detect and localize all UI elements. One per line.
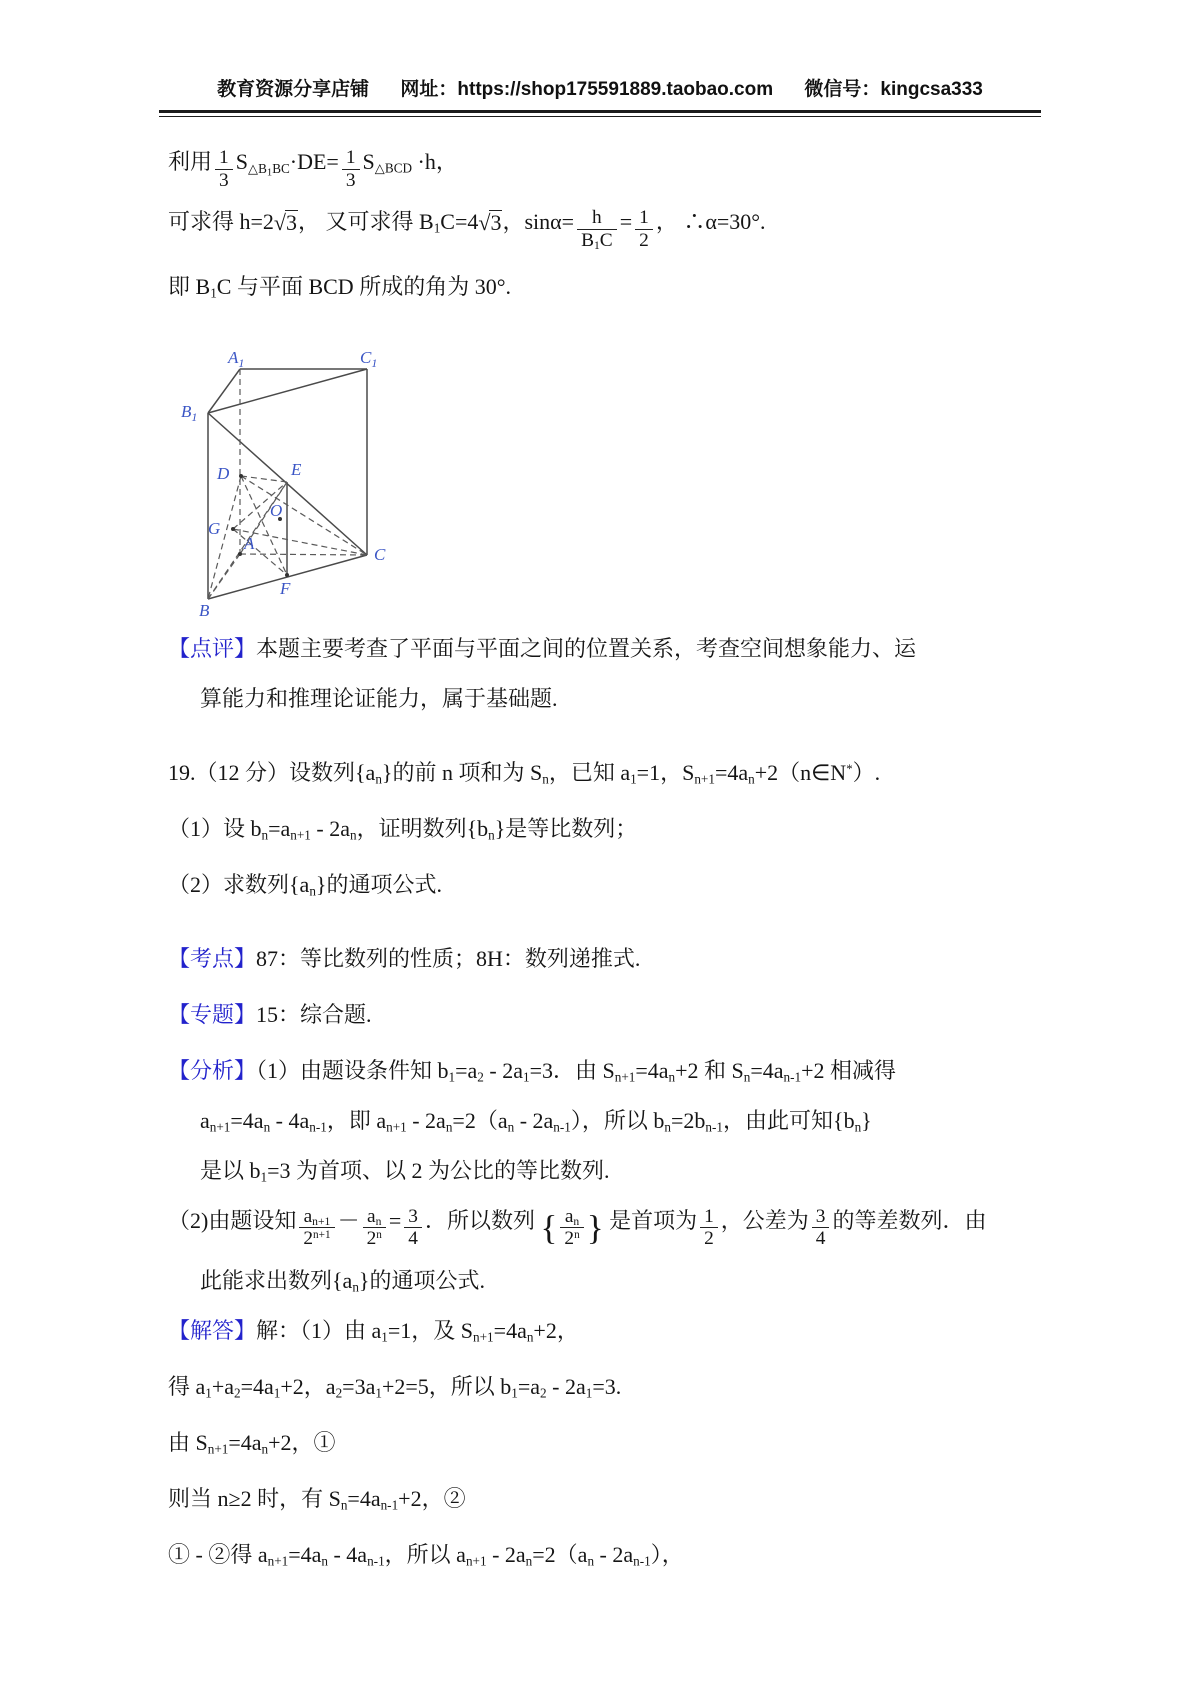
line-sol-1: 得 $a_1+a_2=4a_1+2$，$a_2=3a_1+2=5$，所以 $b_1=a_2 - 2a_1=3$. <box>168 1374 622 1401</box>
figure-label-O: O <box>270 500 283 520</box>
line-kaodian: 【考点】87：等比数列的性质；8H：数列递推式. <box>168 945 641 971</box>
header-wechat-id: 微信号：kingcsa333 <box>804 79 983 100</box>
line-comment-1: 【点评】本题主要考查了平面与平面之间的位置关系，考查空间想象能力、运 <box>168 635 917 661</box>
document-content <box>0 147 1200 1570</box>
figure-label-G: G <box>208 518 221 538</box>
figure-label-A: A <box>244 533 255 553</box>
solution-text-bottom <box>168 634 1050 1570</box>
figure-label-A1: $A_1$ <box>228 347 245 370</box>
section-tag: 【专题】 <box>168 1001 257 1027</box>
line-jieda: 【解答】解：（1）由 $a_1=1$，及 $S_{n+1}=4a_n+2$， <box>168 1318 579 1345</box>
section-tag: 【点评】 <box>168 635 257 661</box>
line-zhuanti: 【专题】15：综合题. <box>168 1001 372 1027</box>
figure-label-C: C <box>374 544 386 564</box>
line-problem-19-q1: （1）设 $b_n=a_{n+1} - 2a_n$，证明数列$\{b_n\}$是等比数列； <box>168 815 638 842</box>
solution-text-top <box>168 147 1050 302</box>
line-sol-2: 由 $S_{n+1}=4a_n+2$，① <box>168 1430 336 1457</box>
header-divider <box>159 110 1041 117</box>
line-fenxi-2: $a_{n+1}=4a_n - 4a_{n-1}$，即 $a_{n+1} - 2a_n=2(a_n - 2a_{n-1})$，所以 $b_n=2b_{n-1}$，由此可知$\{b_n\}$ <box>200 1107 872 1134</box>
section-tag: 【分析】 <box>168 1057 257 1083</box>
figure-label-C1: $C_1$ <box>360 347 378 370</box>
line-problem-19: 19.（12 分）设数列$\{a_n\}$的前 n 项和为 $S_n$，已知 $a_1=1$，$S_{n+1}=4a_n+2(n\in N^*)$. <box>168 759 881 786</box>
figure-label-D: D <box>217 463 230 483</box>
section-tag: 【解答】 <box>168 1318 257 1344</box>
figure-label-B1: $B_1$ <box>181 401 198 424</box>
section-tag: 【考点】 <box>168 945 257 971</box>
line-sol-3: 则当 n≥2 时，有 $S_n=4a_{n-1}+2$，② <box>168 1486 466 1513</box>
line-sol-4: ① - ②得 $a_{n+1}=4a_n - 4a_{n-1}$，所以 $a_{n+1} - 2a_n=2(a_n - 2a_{n-1})$， <box>168 1542 684 1569</box>
line-solve-h: 可求得 h=2√3， 又可求得 $B_1C=4√3$，sinα= $\frac{h}{B_1C}$ = $\frac{1}{2}$ ， ∴α=30°. <box>168 207 766 252</box>
line-fenxi-1: 【分析】（1）由题设条件知 $b_1=a_2 - 2a_1=3$．由 $S_{n+1}=4a_n+2$ 和 $S_n=4a_{n-1}+2$ 相减得 <box>168 1057 897 1084</box>
prism-figure-svg <box>170 316 422 618</box>
line-fenxi-4: （2)由题设知 $\frac{a_{n+1}}{2^{n+1}}$ － $\frac{a_n}{2^n}$ = $\frac{3}{4}$ ．所以数列 { $\frac{a_n}{2^n}$ } 是首项为 $\frac{1}{2}$ ，公差为 $\frac{3}{4}$ 的等差数列．由 <box>168 1205 987 1250</box>
page-header <box>0 0 1200 101</box>
header-shop-url: 网址：https://shop175591889.taobao.com <box>400 79 774 100</box>
line-problem-19-q2: （2）求数列$\{a_n\}$的通项公式. <box>168 871 442 898</box>
figure-label-B: B <box>199 600 210 618</box>
line-fenxi-3: 是以 $b_1=3$ 为首项、以 2 为公比的等比数列. <box>200 1157 610 1184</box>
header-shop-name: 教育资源分享店铺 <box>217 79 370 100</box>
line-angle-conclusion: 即 $B_1C$ 与平面 BCD 所成的角为 30°. <box>168 273 511 300</box>
prism-figure <box>170 316 422 618</box>
line-comment-2: 算能力和推理论证能力，属于基础题. <box>200 685 558 711</box>
figure-label-F: F <box>280 578 291 598</box>
line-fenxi-5: 此能求出数列$\{a_n\}$的通项公式. <box>200 1268 485 1295</box>
figure-label-E: E <box>291 459 302 479</box>
line-volume-equality: 利用 $\frac{1}{3}$ $S_{\triangle B_1BC}\cdot DE=$ $\frac{1}{3}$ $S_{\triangle BCD} \cdot h$， <box>168 147 458 191</box>
